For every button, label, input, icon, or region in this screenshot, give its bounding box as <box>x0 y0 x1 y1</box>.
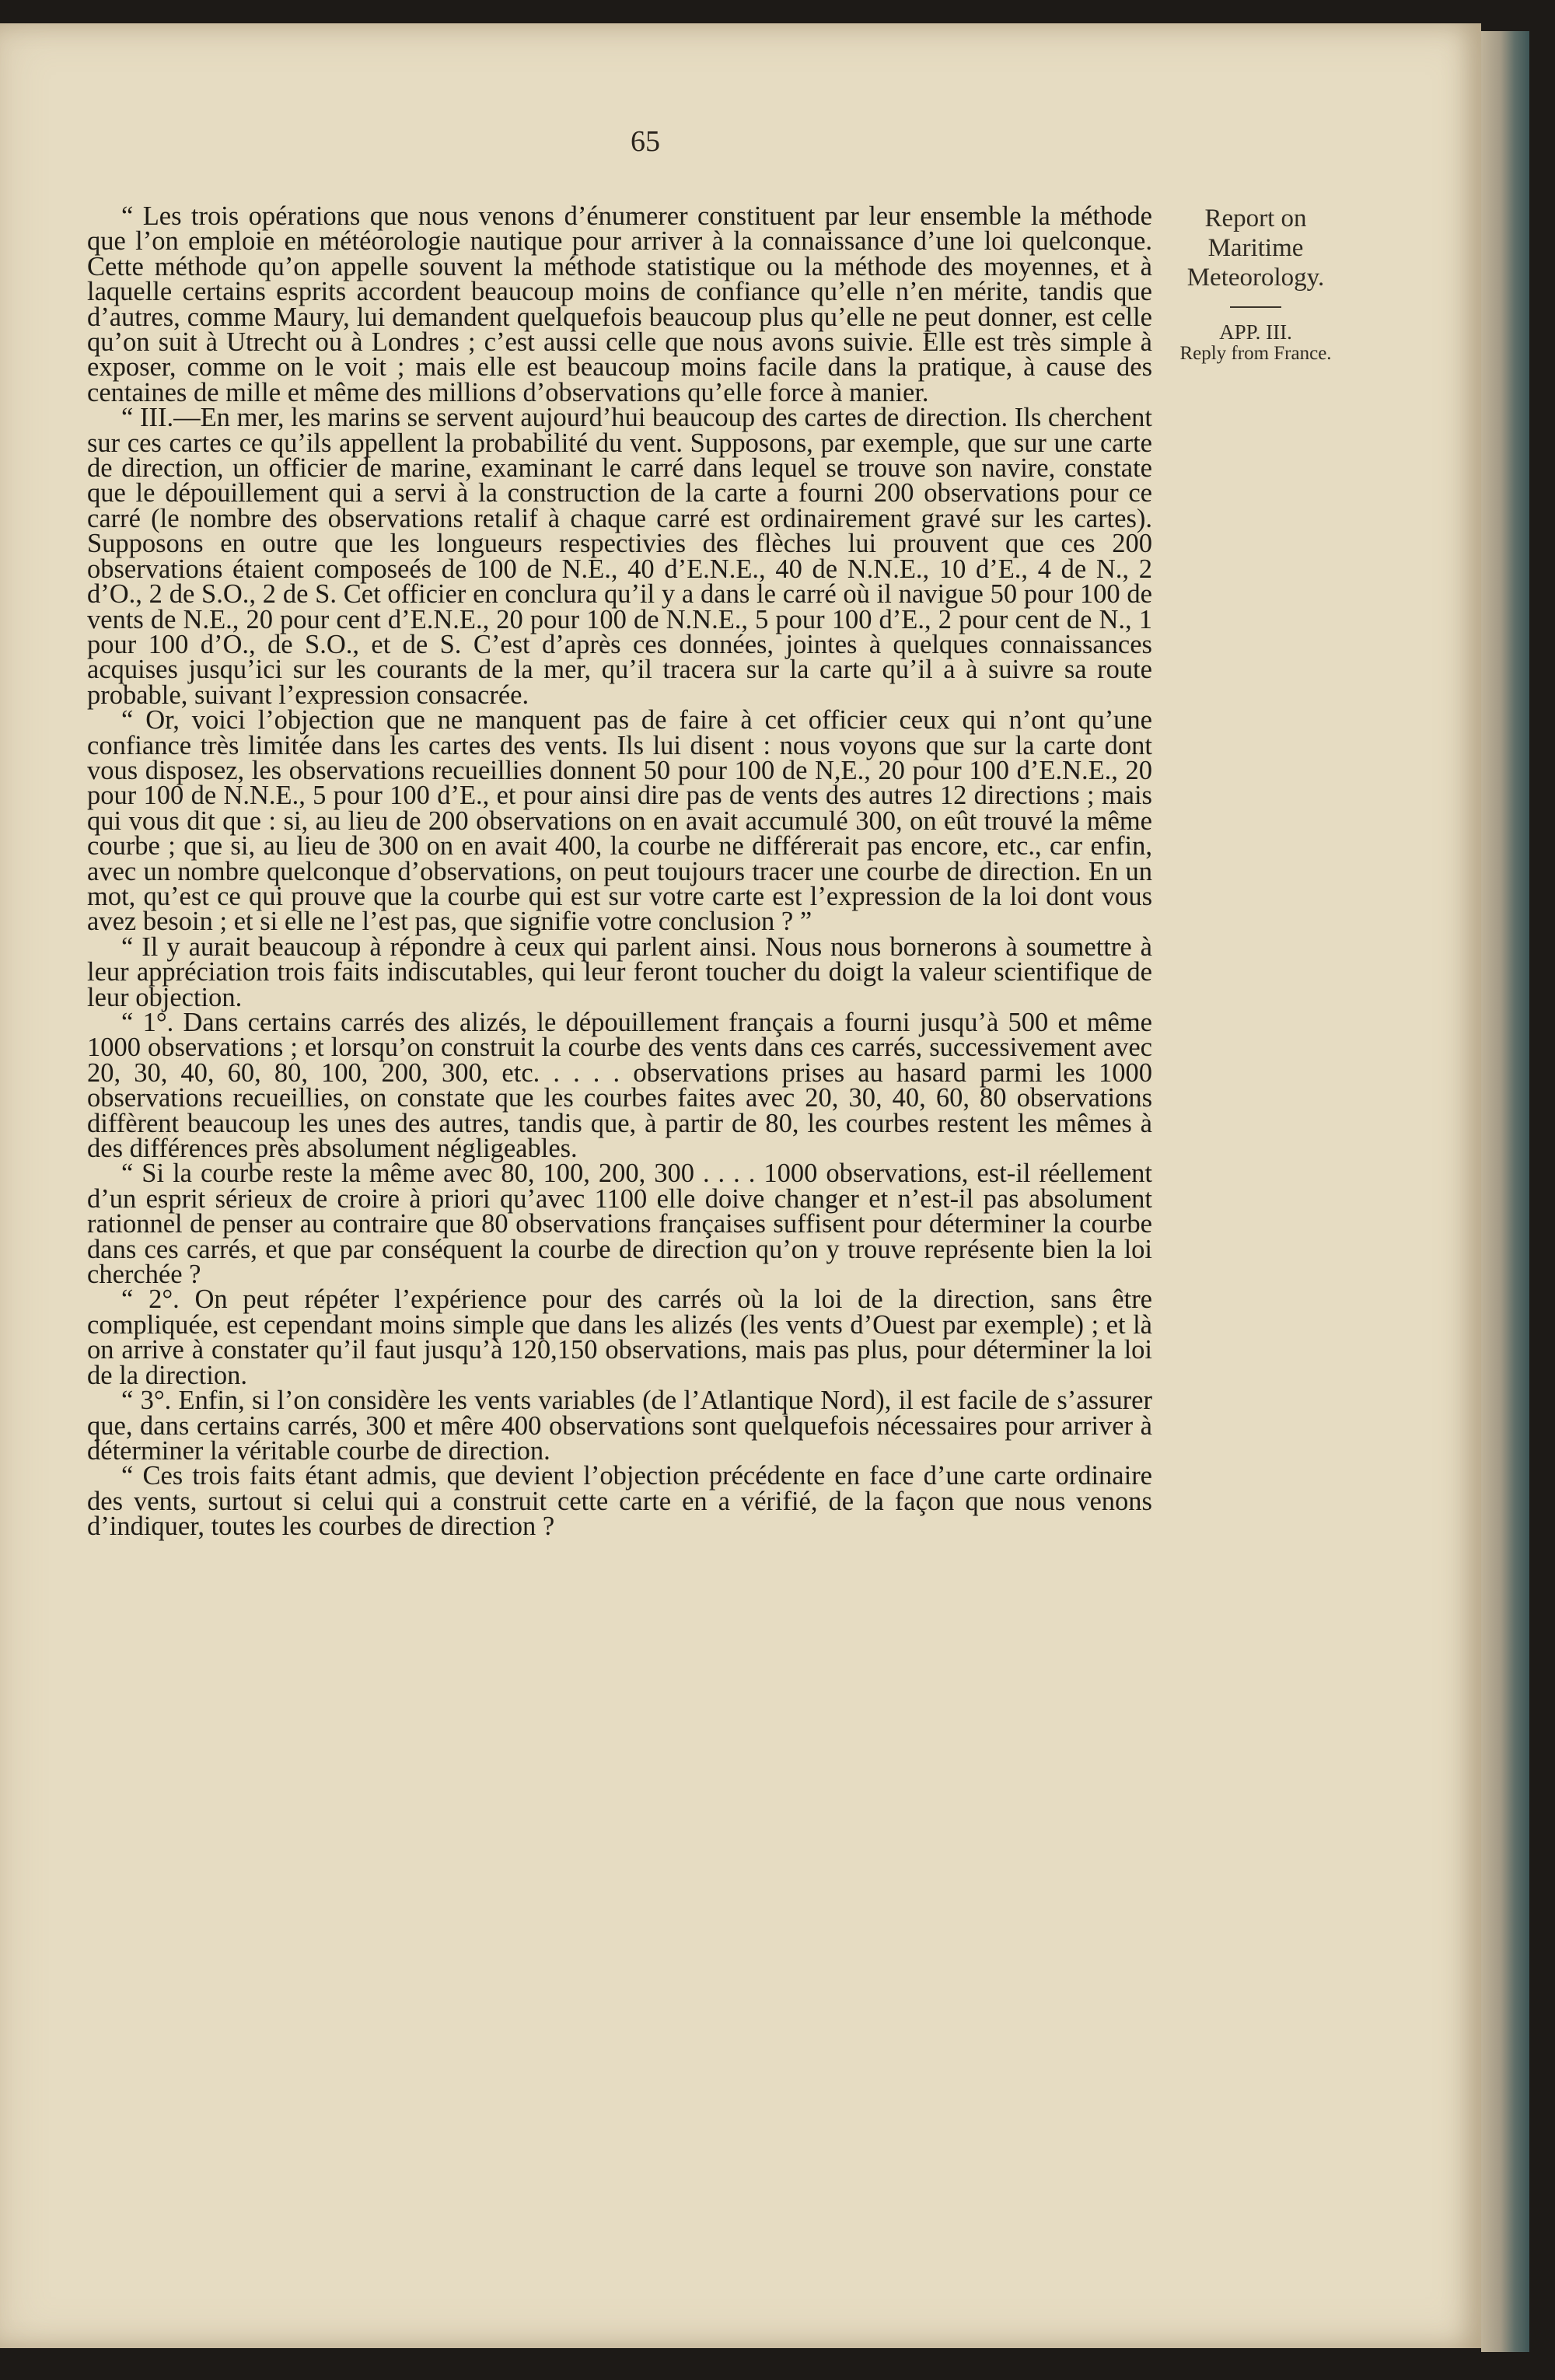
paragraph: “ Si la courbe reste la même avec 80, 100, 200, 300 . . . . 1000 observations, est-il réellement d’un esprit sérieux de croire à priori qu’avec 1100 elle doive changer et n’est-il pas absolument rationnel de penser au contraire que 80 observations françaises suffisent pour déterminer la courbe dans ces carrés, et que par conséquent la courbe de direction qu’on y trouve représente bien la loi cherchée ? <box>87 1159 1152 1290</box>
margin-note-reply: Reply from France. <box>1179 343 1332 364</box>
paragraph: “ Il y aurait beaucoup à répondre à ceux qui parlent ainsi. Nous nous bornerons à soumettre à leur appréciation trois faits indiscutables, qui leur feront toucher du doigt la valeur scientifique de leur objection. <box>87 931 1152 1012</box>
margin-note-title: Report on Maritime Meteorology. <box>1186 204 1325 292</box>
margin-note-appendix: APP. III. <box>1219 320 1292 344</box>
paragraph: “ Or, voici l’objection que ne manquent pas de faire à cet officier ceux qui n’ont qu’une confiance très limitée dans les cartes des vents. Ils lui disent : nous voyons que sur la carte dont vous disposez, les observations recueillies donnent 50 pour 100 de N,E., 20 pour 100 d’E.N.E., 20 pour 100 de N.N.E., 5 pour 100 d’E., et pour ainsi dire pas de vents des autres 12 directions ; mais qui vous dit que : si, au lieu de 200 observations on en avait accumulé 300, on eût trouvé la même courbe ; que si, au lieu de 300 on en avait 400, la courbe ne différerait pas encore, etc., car enfin, avec un nombre quelconque d’observations, on peut toujours tracer une courbe de direction. En un mot, qu’est ce qui prouve que la courbe qui est sur votre carte est l’expression de la loi dont vous avez besoin ; et si elle ne l’est pas, que signifie votre conclusion ? ” <box>87 705 1152 937</box>
page-edge <box>1481 31 1529 2352</box>
page-number: 65 <box>631 125 660 158</box>
margin-note-divider <box>1230 306 1281 308</box>
paragraph: “ Les trois opérations que nous venons d’énumerer constituent par leur ensemble la méthode que l’on emploie en météorologie nautique pour arriver à la connaissance d’une loi quelconque. Cette méthode qu’on appelle souvent la méthode statistique ou la méthode des moyennes, et à laquelle certains esprits accordent beaucoup moins de confiance qu’elle n’en mérite, tandis que d’autres, comme Maury, lui demandent quelquefois beaucoup plus qu’elle ne peut donner, est celle qu’on suit à Utrecht ou à Londres ; c’est aussi celle que nous avons suivie. Elle est très simple à exposer, comme on le voit ; mais elle est beaucoup moins facile dans la pratique, à cause des centaines de mille et même des millions d’observations qu’elle force à manier. <box>87 201 1152 407</box>
paragraph: “ 2°. On peut répéter l’expérience pour des carrés où la loi de la direction, sans être compliquée, est cependant moins simple que dans les alizés (les vents d’Ouest par exemple) ; et là on arrive à constater qu’il faut jusqu’à 120,150 observations, mais pas plus, pour déterminer la loi de la direction. <box>87 1284 1152 1390</box>
body-text <box>87 201 1152 1542</box>
margin-note <box>1166 204 1345 363</box>
paragraph: “ Ces trois faits étant admis, que devient l’objection précédente en face d’une carte ordinaire des vents, surtout si celui qui a construit cette carte en a vérifié, de la façon que nous venons d’indiquer, toutes les courbes de direction ? <box>87 1461 1152 1542</box>
paragraph: “ 3°. Enfin, si l’on considère les vents variables (de l’Atlantique Nord), il est facile de s’assurer que, dans certains carrés, 300 et mêre 400 observations sont quelquefois nécessaires pour arriver à déterminer la véritable courbe de direction. <box>87 1386 1152 1466</box>
paragraph: “ III.—En mer, les marins se servent aujourd’hui beaucoup des cartes de direction. Ils cherchent sur ces cartes ce qu’ils appellent la probabilité du vent. Supposons, par exemple, que sur une carte de direction, un officier de marine, examinant le carré dans lequel se trouve son navire, constate que le dépouillement qui a servi à la construction de la carte a fourni 200 observations pour ce carré (le nombre des observations retalif à chaque carré est ordinairement gravé sur les cartes). Supposons en outre que les longueurs respectivies des flèches lui prouvent que ces 200 observations étaient composeés de 100 de N.E., 40 d’E.N.E., 40 de N.N.E., 10 d’E., 4 de N., 2 d’O., 2 de S.O., 2 de S. Cet officier en conclura qu’il y a dans le carré où il navigue 50 pour 100 de vents de N.E., 20 pour cent d’E.N.E., 20 pour 100 de N.N.E., 5 pour 100 d’E., 2 pour cent de N., 1 pour 100 d’O., de S.O., et de S. C’est d’après ces données, jointes à quelques connaissances acquises jusqu’ici sur les courants de la mer, qu’il tracera sur la carte qu’il a à suivre sa route probable, suivant l’expression consacrée. <box>87 403 1152 710</box>
paragraph: “ 1°. Dans certains carrés des alizés, le dépouillement français a fourni jusqu’à 500 et même 1000 observations ; et lorsqu’on construit la courbe des vents dans ces carrés, successivement avec 20, 30, 40, 60, 80, 100, 200, 300, etc. . . . . observations prises au hasard parmi les 1000 observations recueillies, on constate que les courbes faites avec 20, 30, 40, 60, 80 observations diffèrent beaucoup les unes des autres, tandis que, à partir de 80, les courbes restent les mêmes à des différences près absolument négligeables. <box>87 1008 1152 1164</box>
